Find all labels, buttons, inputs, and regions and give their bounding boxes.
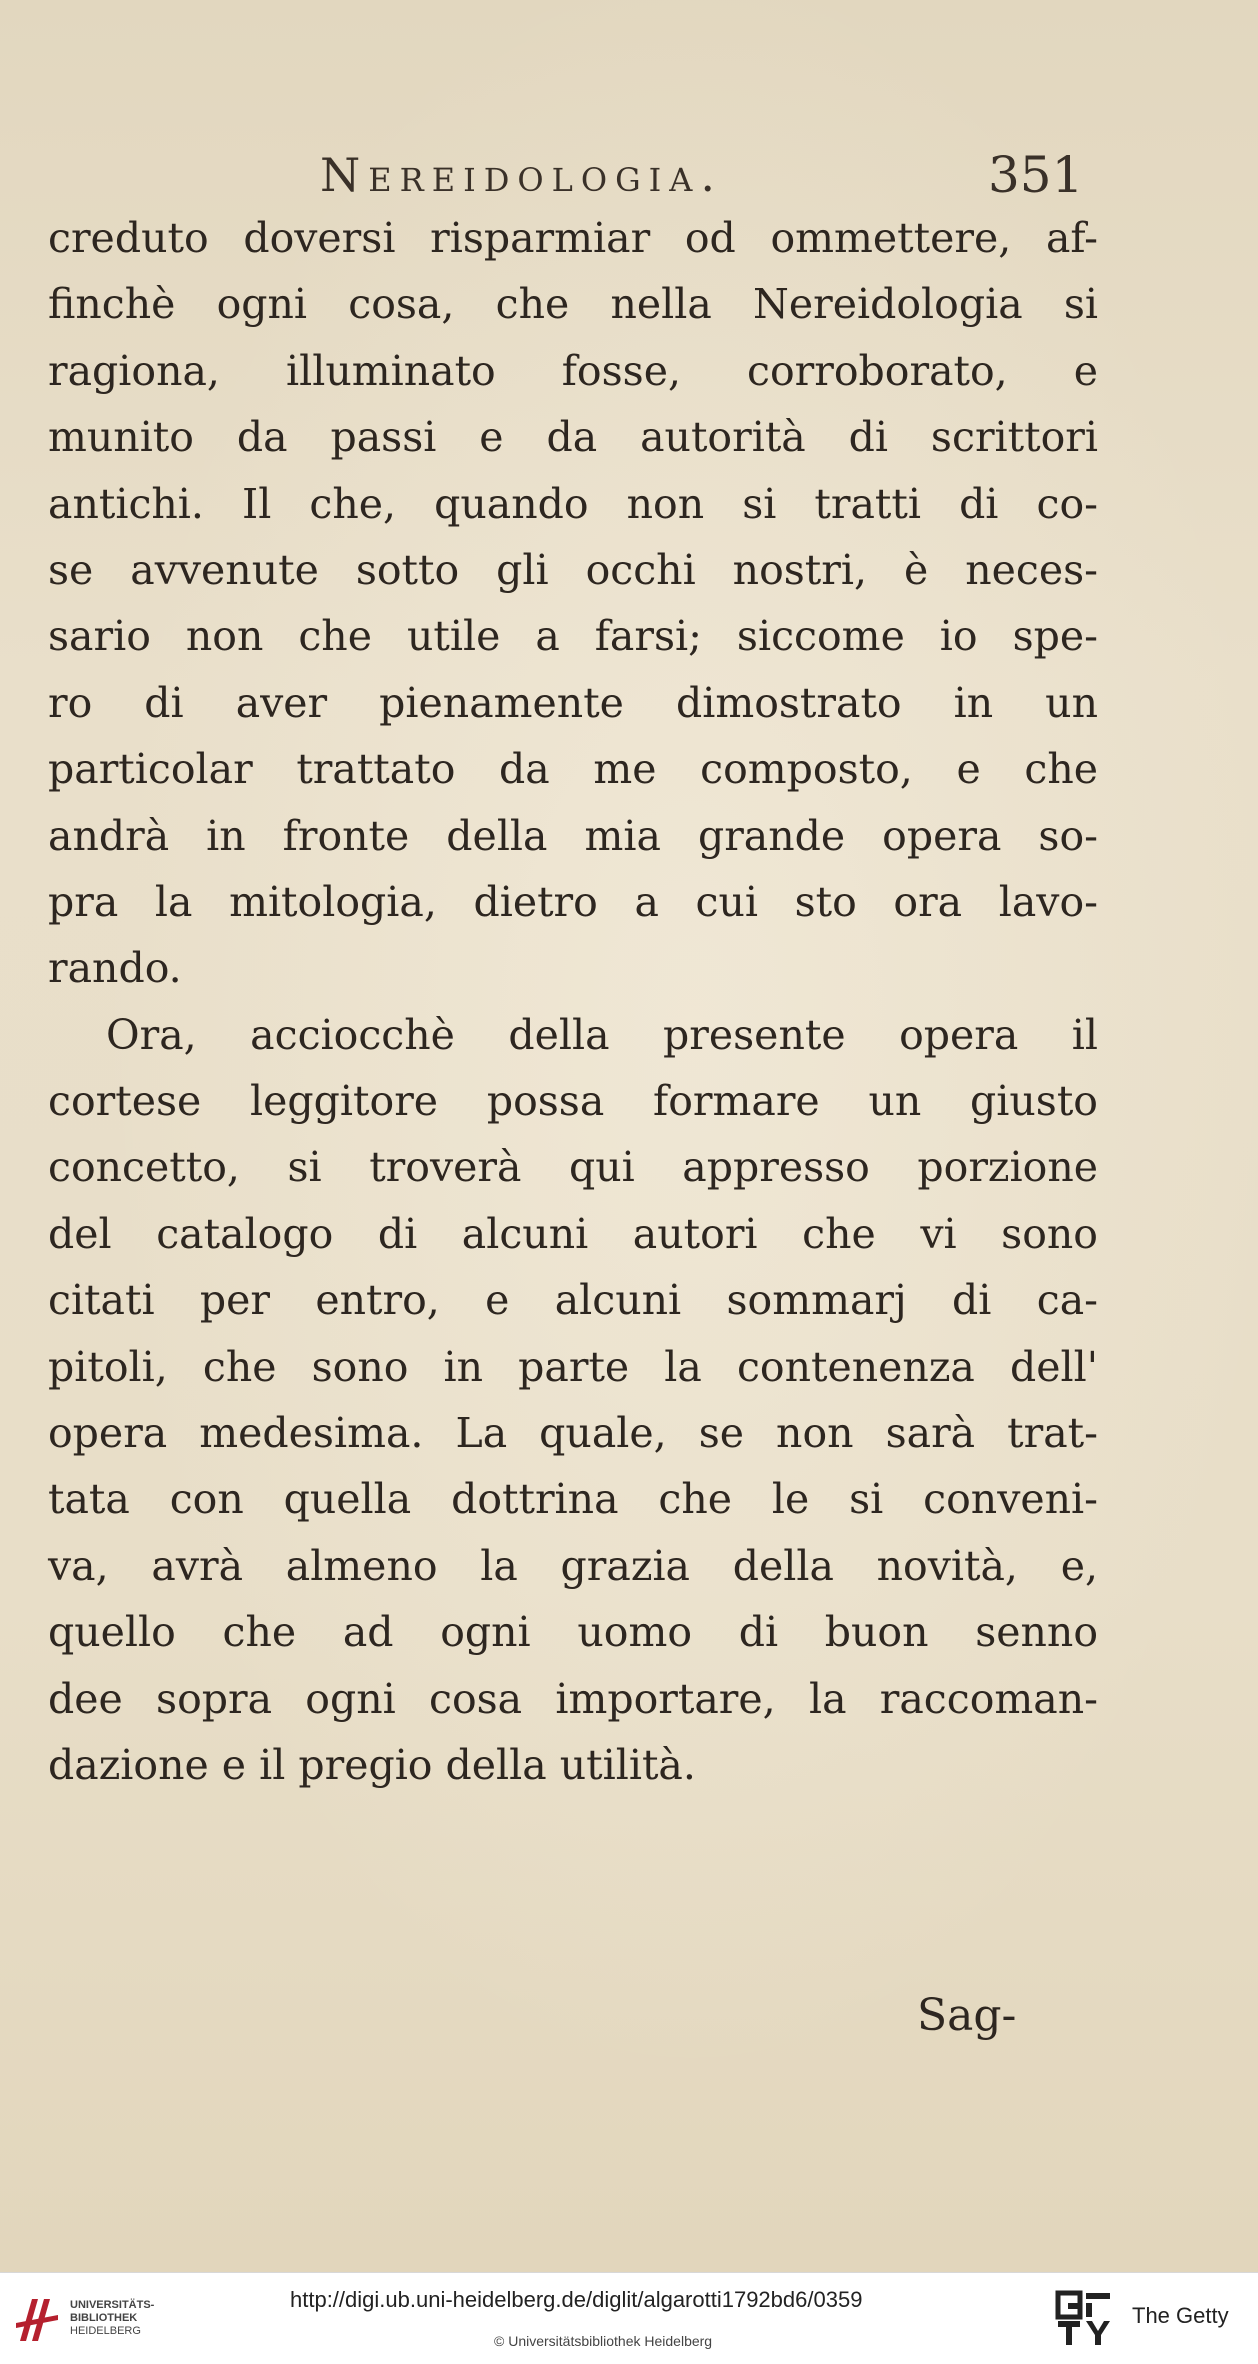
text-line: dazione e il pregio della utilità. [48,1740,696,1789]
partner-name: The Getty [1132,2303,1229,2328]
text-line: antichi. Il che, quando non si tratti di co- [48,479,1098,528]
university-logo[interactable] [14,2287,164,2351]
text-line: dee sopra ogni cosa importare, la raccoman- [48,1674,1098,1723]
text-line: del catalogo di alcuni autori che vi sono [48,1209,1098,1258]
text-line: ro di aver pienamente dimostrato in un [48,678,1098,727]
permalink-url[interactable]: http://digi.ub.uni-heidelberg.de/diglit/algarotti1792bd6/0359 [290,2287,863,2312]
text-line: concetto, si troverà qui appresso porzione [48,1143,1098,1192]
catchword: Sag- [917,1990,1017,2041]
text-line: sario non che utile a farsi; siccome io spe- [48,612,1098,661]
running-head: Nereidologia. [320,148,724,202]
text-line: tata con quella dottrina che le si conveni- [48,1475,1098,1524]
university-name: UNIVERSITÄTS- BIBLIOTHEK HEIDELBERG [70,2299,155,2337]
text-line: quello che ad ogni uomo di buon senno [48,1608,1098,1657]
page-number: 351 [988,146,1084,204]
text-line: munito da passi e da autorità di scrittori [48,413,1098,462]
text-line: andrà in fronte della mia grande opera so- [48,811,1098,860]
text-line: se avvenute sotto gli occhi nostri, è neces- [48,545,1098,594]
text-line: Ora, acciocchè della presente opera il [106,1010,1098,1059]
text-line: opera medesima. La quale, se non sarà trat- [48,1409,1098,1458]
text-line: pra la mitologia, dietro a cui sto ora lavo- [48,877,1098,926]
body-text [48,205,1098,1798]
text-line: rando. [48,944,182,993]
text-line: citati per entro, e alcuni sommarj di ca- [48,1276,1098,1325]
getty-logo-icon[interactable] [1054,2289,1114,2349]
text-line: pitoli, che sono in parte la contenenza dell' [48,1342,1098,1391]
footer-bar [0,2272,1258,2364]
copyright-notice: © Universitätsbibliothek Heidelberg [494,2333,713,2349]
text-line: va, avrà almeno la grazia della novità, e, [48,1541,1098,1590]
text-line: particolar trattato da me composto, e che [48,745,1098,794]
text-line: creduto doversi risparmiar od ommettere, af- [48,214,1098,262]
text-line: cortese leggitore possa formare un giusto [48,1077,1098,1126]
text-line: finchè ogni cosa, che nella Nereidologia si [48,280,1098,329]
heidelberg-university-logo-icon [14,2293,60,2347]
text-line: ragiona, illuminato fosse, corroborato, e [48,346,1098,395]
